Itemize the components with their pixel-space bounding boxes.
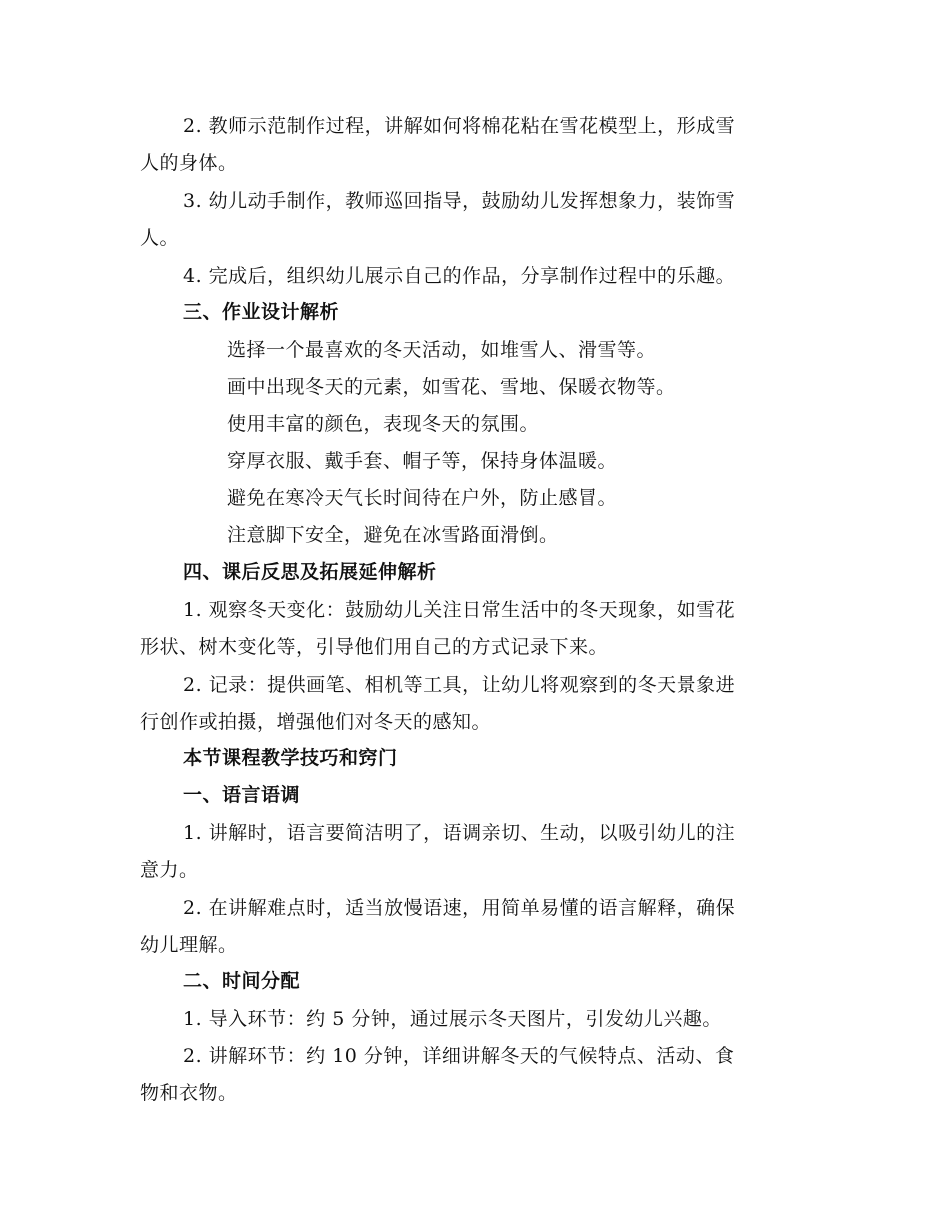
paragraph-step-4: 4. 完成后，组织幼儿展示自己的作品，分享制作过程中的乐趣。 [183,265,736,287]
homework-item-1: 选择一个最喜欢的冬天活动，如堆雪人、滑雪等。 [227,339,657,361]
heading-homework: 三、作业设计解析 [183,301,340,323]
language-p2-line-1: 2. 在讲解难点时，适当放慢语速，用简单易懂的语言解释，确保 [183,897,736,919]
homework-item-2: 画中出现冬天的元素，如雪花、雪地、保暖衣物等。 [227,376,676,398]
homework-item-4: 穿厚衣服、戴手套、帽子等，保持身体温暖。 [227,450,618,472]
paragraph-step-3-line-2: 人。 [140,227,180,249]
heading-teaching-tips: 本节课程教学技巧和窍门 [183,747,398,769]
language-p1-line-2: 意力。 [140,859,199,881]
language-p1-line-1: 1. 讲解时，语言要简洁明了，语调亲切、生动，以吸引幼儿的注 [183,822,736,844]
paragraph-step-3-line-1: 3. 幼儿动手制作，教师巡回指导，鼓励幼儿发挥想象力，装饰雪 [183,190,736,212]
homework-item-6: 注意脚下安全，避免在冰雪路面滑倒。 [227,524,559,546]
heading-reflection: 四、课后反思及拓展延伸解析 [183,561,437,583]
language-p2-line-2: 幼儿理解。 [140,934,238,956]
reflection-p1-line-2: 形状、树木变化等，引导他们用自己的方式记录下来。 [140,636,609,658]
homework-item-5: 避免在寒冷天气长时间待在户外，防止感冒。 [227,487,618,509]
homework-item-3: 使用丰富的颜色，表现冬天的氛围。 [227,413,540,435]
paragraph-step-2-line-2: 人的身体。 [140,152,238,174]
reflection-p1-line-1: 1. 观察冬天变化：鼓励幼儿关注日常生活中的冬天现象，如雪花 [183,599,736,621]
heading-time: 二、时间分配 [183,970,301,992]
time-p2-line-2: 物和衣物。 [140,1082,238,1104]
time-p2-line-1: 2. 讲解环节：约 10 分钟，详细讲解冬天的气候特点、活动、食 [183,1045,735,1067]
paragraph-step-2-line-1: 2. 教师示范制作过程，讲解如何将棉花粘在雪花模型上，形成雪 [183,115,736,137]
reflection-p2-line-1: 2. 记录：提供画笔、相机等工具，让幼儿将观察到的冬天景象进 [183,674,736,696]
time-p1: 1. 导入环节：约 5 分钟，通过展示冬天图片，引发幼儿兴趣。 [183,1008,722,1030]
reflection-p2-line-2: 行创作或拍摄，增强他们对冬天的感知。 [140,711,492,733]
heading-language: 一、语言语调 [183,784,301,806]
